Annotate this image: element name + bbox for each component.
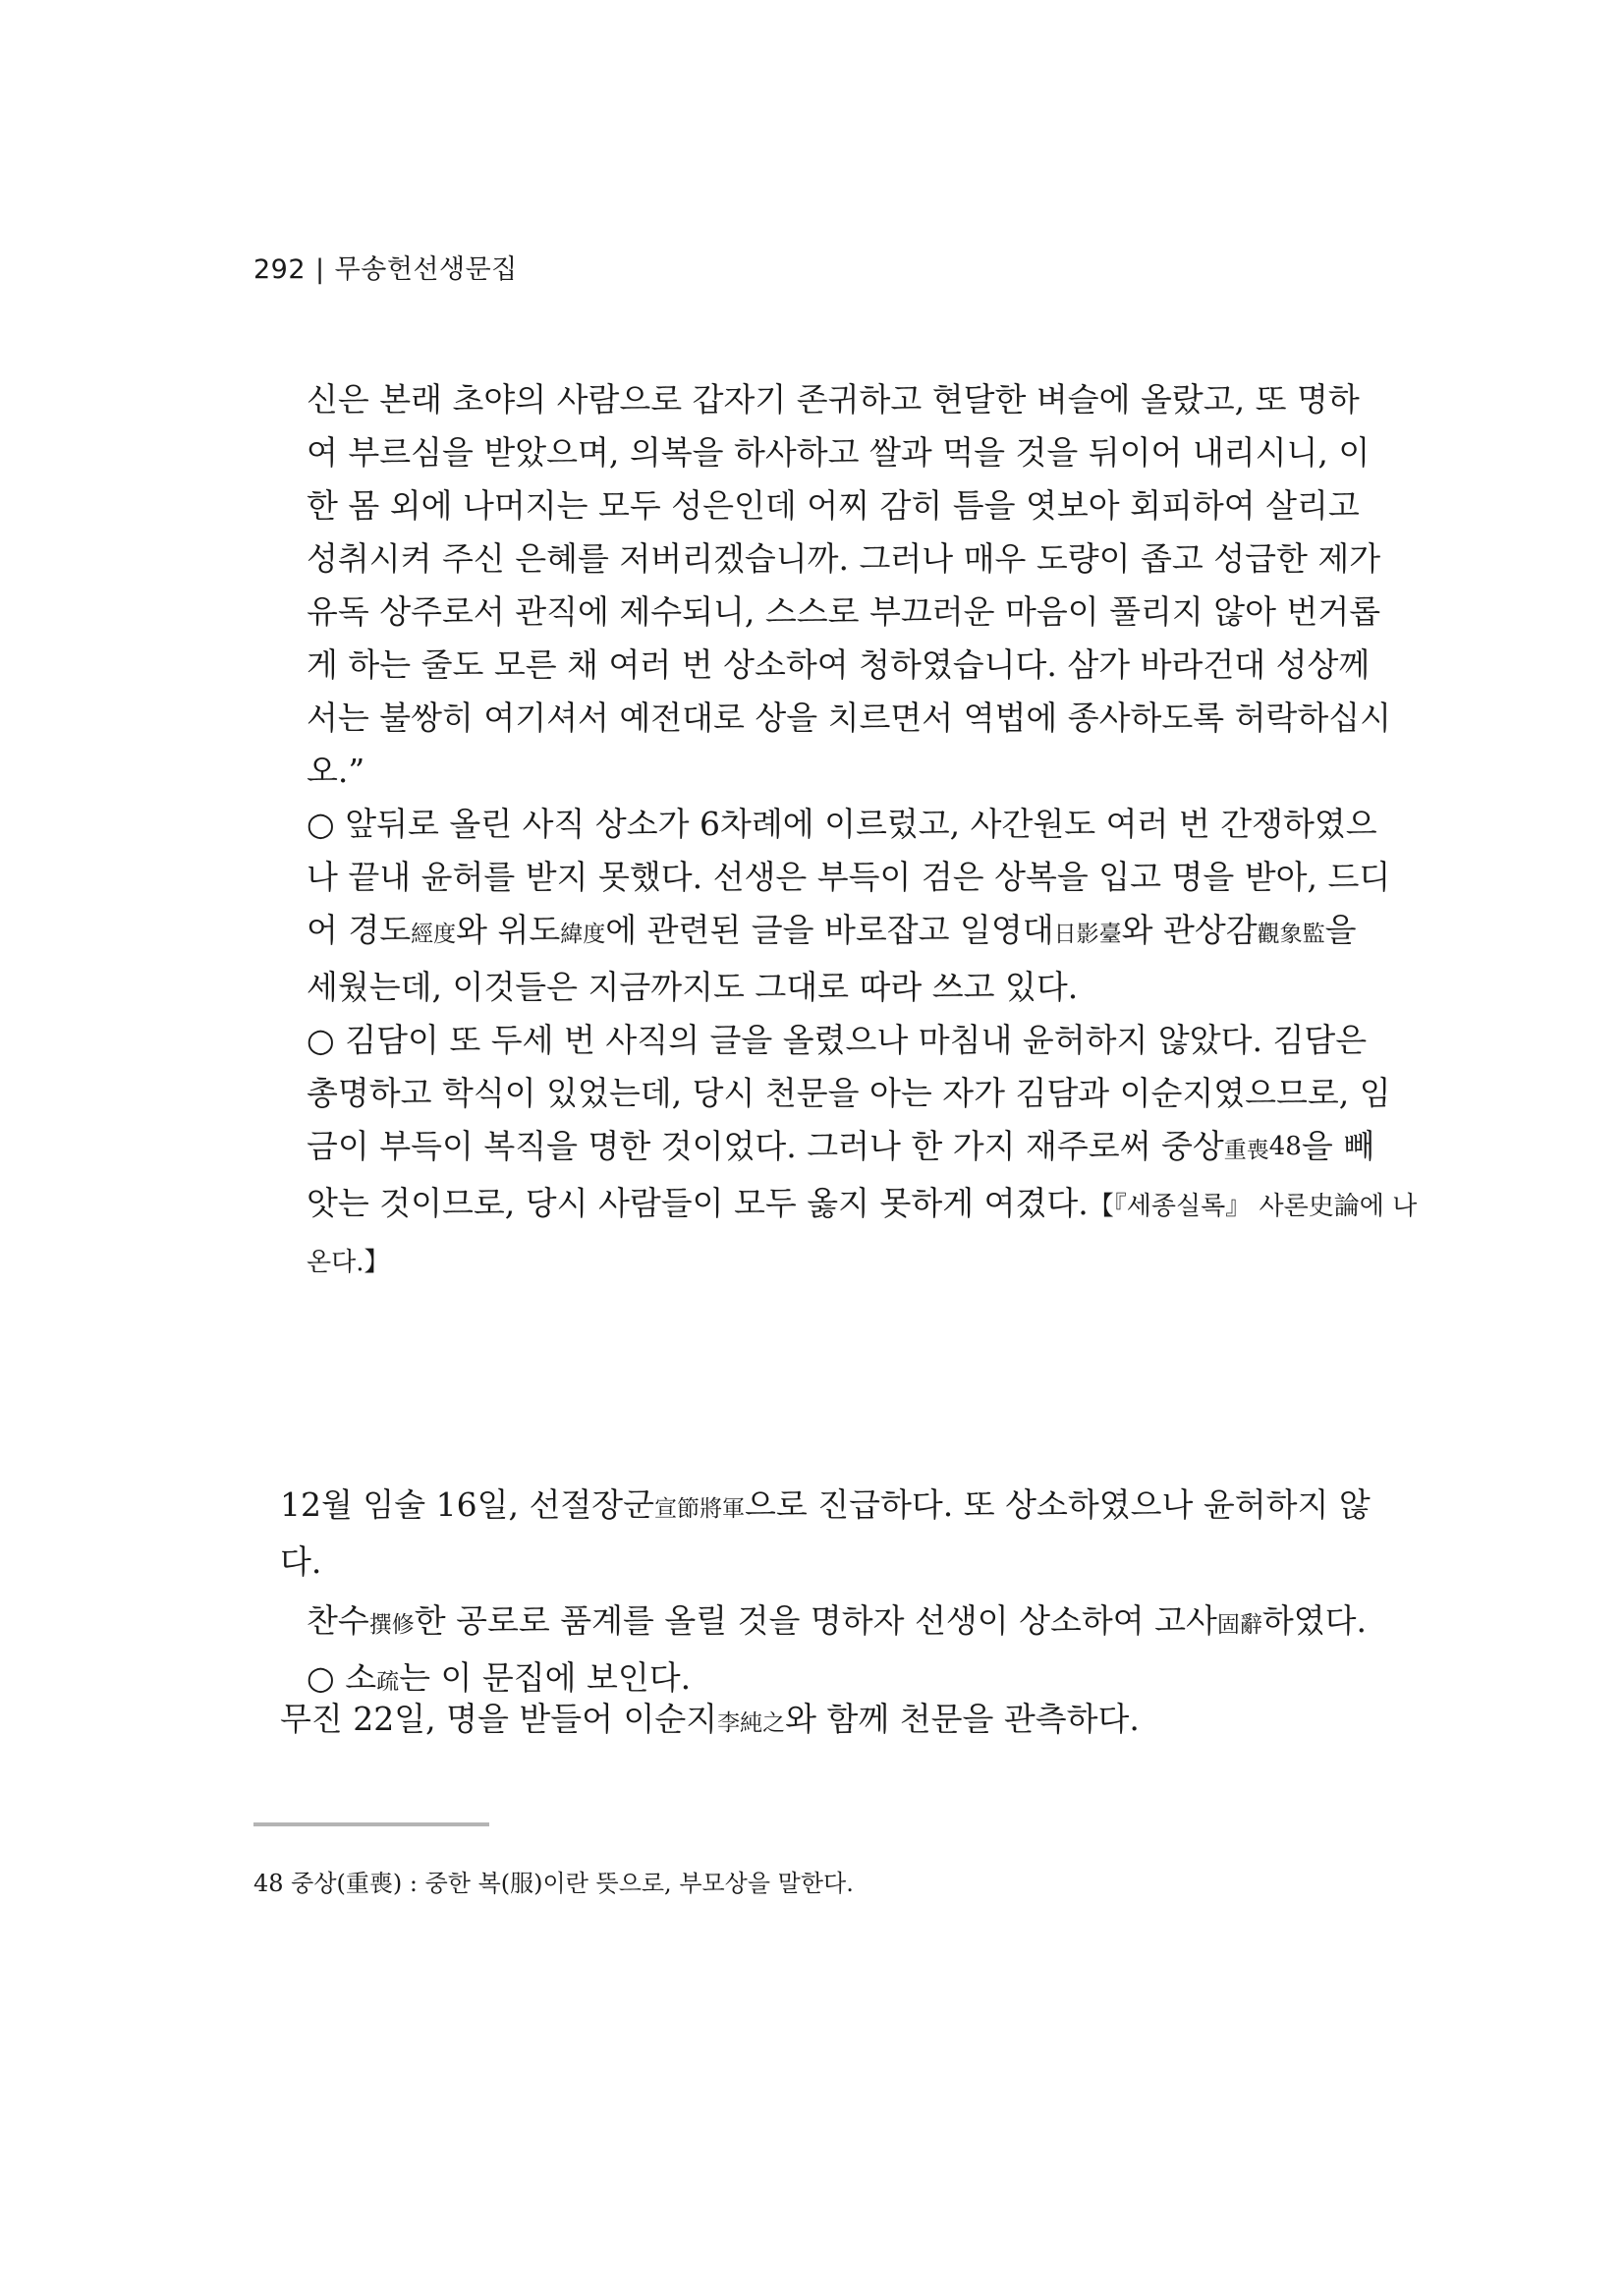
footnote-reference[interactable]: 48 [1268,1132,1302,1161]
hanja-gloss: 經度 [411,922,457,947]
quoted-memorial [307,373,1418,1289]
quote-line: 게 하는 줄도 모른 채 여러 번 상소하여 청하였습니다. 삼가 바라건대 성상께 [307,645,1371,684]
quote-line: 한 몸 외에 나머지는 모두 성은인데 어찌 감히 틈을 엿보아 회피하여 살리고 [307,486,1360,525]
hanja-gloss: 固辭 [1216,1612,1262,1638]
entry-line: 12월 임술 16일, 선절장군宣節將軍으로 진급하다. 또 상소하였으나 윤허하지 않 [280,1485,1371,1524]
hanja-gloss: 宣節將軍 [653,1496,745,1522]
entry-december-16 [280,1479,1371,1589]
quote-line: 오.” [307,752,365,790]
quote-line: 서는 불쌍히 여기셔서 예전대로 상을 치르면서 역법에 종사하도록 허락하십시 [307,699,1392,737]
hanja-gloss: 緯度 [560,922,606,947]
para2-line [307,1233,1309,1289]
hanja-gloss: 撰修 [368,1612,415,1638]
quote-line: 신은 본래 초야의 사람으로 갑자기 존귀하고 현달한 벼슬에 올랐고, 또 명하 [307,380,1360,419]
para2-line: ○ 김담이 또 두세 번 사직의 글을 올렸으나 마침내 윤허하지 않았다. 김담은 [307,1021,1368,1059]
source-note: 【『세종실록』 사론史論에 나 [1088,1192,1418,1221]
entry-line: 무진 22일, 명을 받들어 이순지李純之와 함께 천문을 관측하다. [280,1700,1140,1738]
source-note: 온다.】 [307,1248,390,1277]
para1-line: 어 경도經度와 위도緯度에 관련된 글을 바로잡고 일영대日影臺와 관상감觀象監을 [307,911,1357,949]
para2-line: 총명하고 학식이 있었는데, 당시 천문을 아는 자가 김담과 이순지였으므로, 임 [307,1074,1391,1112]
entry-note-line: 찬수撰修한 공로로 품계를 올릴 것을 명하자 선생이 상소하여 고사固辭하였다. [307,1601,1368,1640]
entry-line: 다. [280,1542,322,1581]
para1-line: ○ 앞뒤로 올린 사직 상소가 6차례에 이르렀고, 사간원도 여러 번 간쟁하였으 [307,805,1377,843]
header-separator: | [315,254,325,285]
page-number: 292 [253,254,307,285]
para2-line: 앗는 것이므로, 당시 사람들이 모두 옳지 못하게 여겼다.【『세종실록』 사론史論에 나 [307,1184,1418,1222]
entry-december-22 [280,1693,1341,1750]
quote-line: 여 부르심을 받았으며, 의복을 하사하고 쌀과 먹을 것을 뒤이어 내리시니, 이 [307,433,1371,472]
hanja-gloss: 日影臺 [1053,922,1122,947]
para1-line: 나 끝내 윤허를 받지 못했다. 선생은 부득이 검은 상복을 입고 명을 받아, 드디 [307,858,1391,896]
hanja-gloss: 觀象監 [1257,922,1325,947]
para2-line: 금이 부득이 복직을 명한 것이었다. 그러나 한 가지 재주로써 중상重喪48을 빼 [307,1127,1375,1165]
hanja-gloss: 李純之 [717,1710,786,1736]
quote-line: 유독 상주로서 관직에 제수되니, 스스로 부끄러운 마음이 풀리지 않아 번거롭 [307,592,1381,631]
footnote-48: 48 중상(重喪) : 중한 복(服)이란 뜻으로, 부모상을 말한다. [253,1870,854,1897]
entry-december-16-notes [307,1595,1368,1708]
running-header [253,248,518,286]
book-title: 무송헌선생문집 [334,254,518,285]
entry-note-line: ○ 소疏는 이 문집에 보인다. [307,1658,692,1697]
footnote-rule [253,1822,489,1826]
para1-line: 세웠는데, 이것들은 지금까지도 그대로 따라 쓰고 있다. [307,968,1079,1006]
hanja-gloss: 重喪 [1223,1138,1269,1163]
hanja-gloss: 疏 [376,1669,400,1695]
quote-line: 성취시켜 주신 은혜를 저버리겠습니까. 그러나 매우 도량이 좁고 성급한 제가 [307,539,1381,578]
